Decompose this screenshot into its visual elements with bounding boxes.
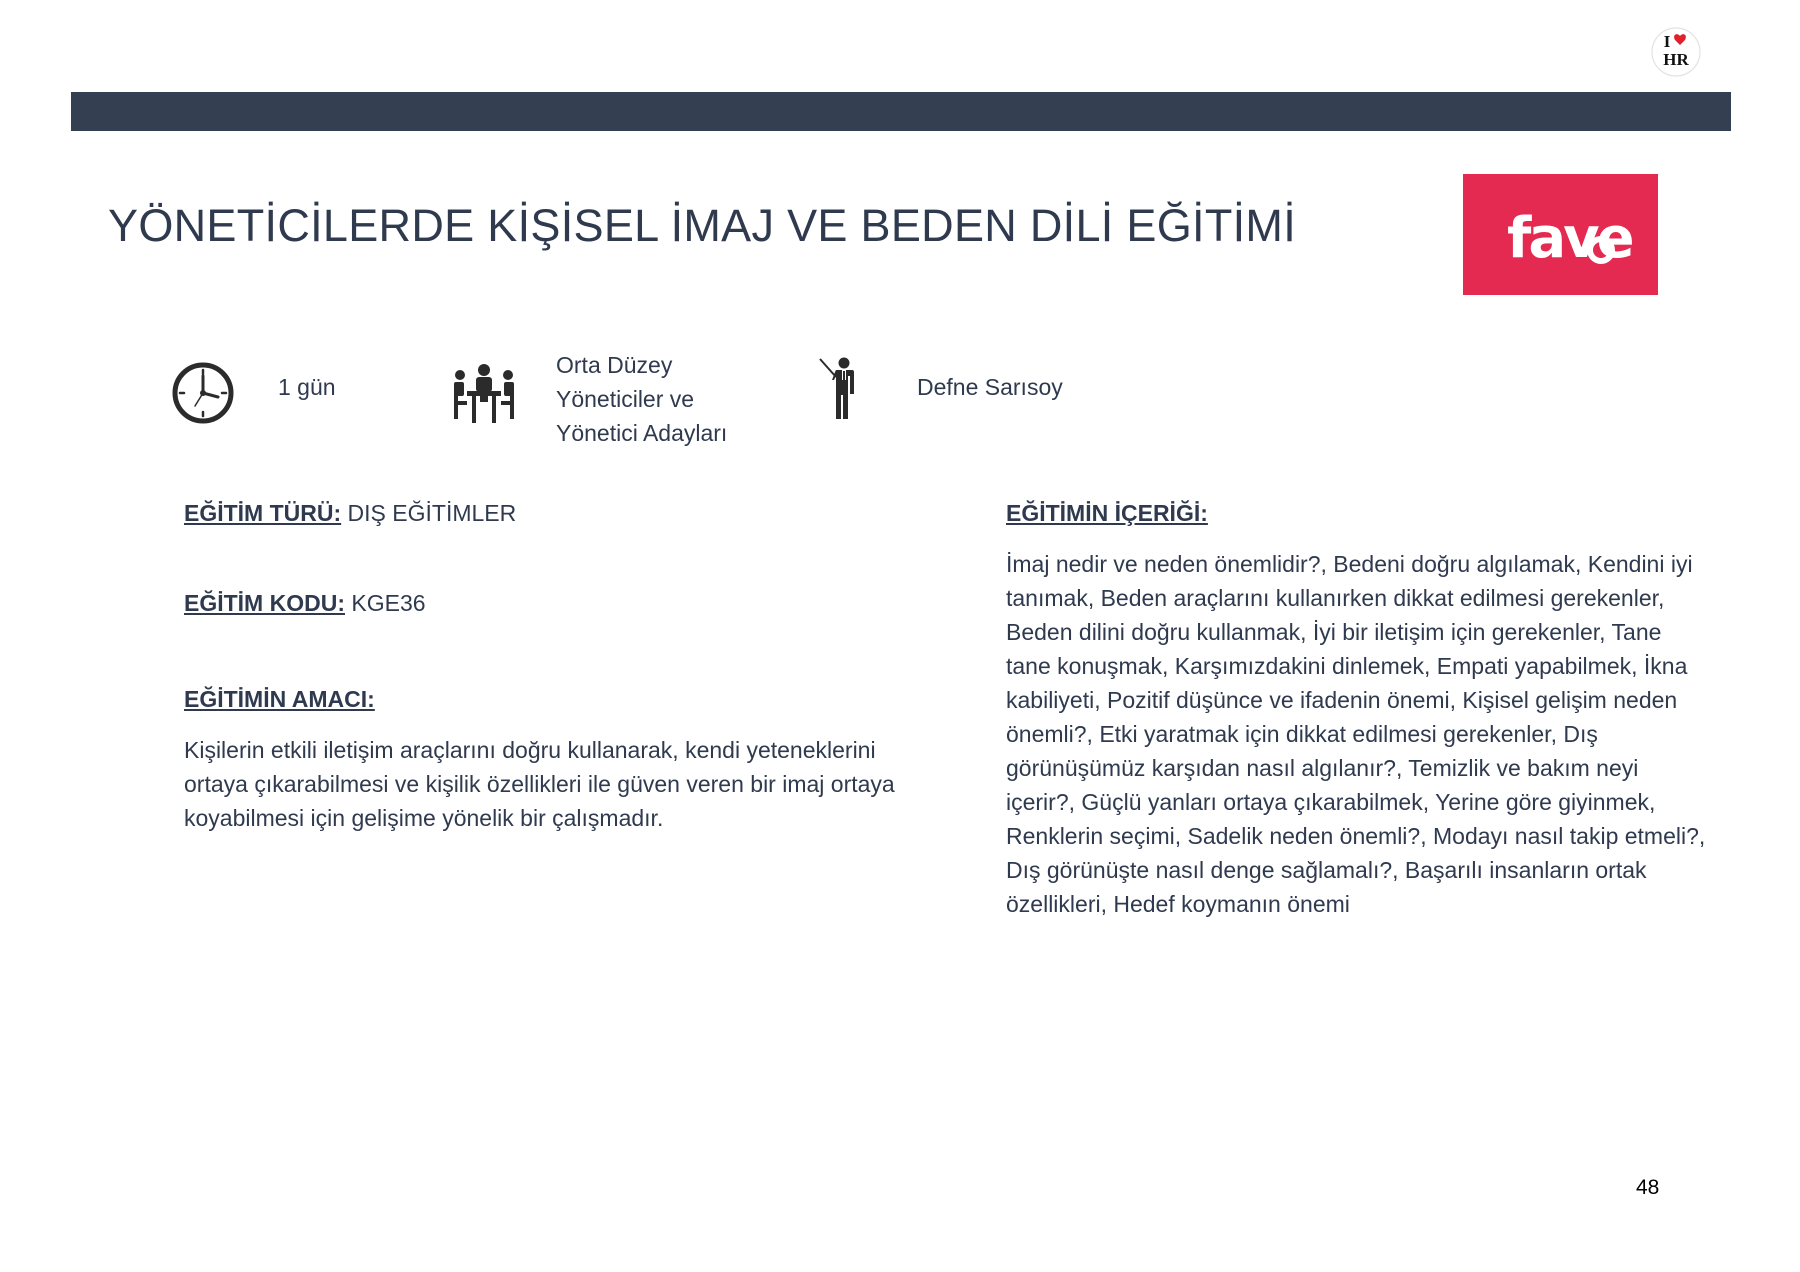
fave-logo xyxy=(1463,174,1658,295)
training-code-value: KGE36 xyxy=(345,590,426,616)
header-band xyxy=(71,92,1731,131)
trainer-name: Defne Sarısoy xyxy=(917,374,1063,400)
i-love-hr-logo xyxy=(1650,26,1702,78)
training-type xyxy=(184,496,516,530)
logo-text-hr: HR xyxy=(1663,50,1689,69)
clock-icon xyxy=(172,362,234,424)
training-aim-text: Kişilerin etkili iletişim araçlarını doğru kullanarak, kendi yeteneklerini ortaya çıkarabilmesi ve kişilik özellikleri ile güven veren bir imaj ortaya koyabilmesi için gelişime yönelik bir çalışmadır. xyxy=(184,737,895,831)
duration-text: 1 gün xyxy=(278,374,336,400)
training-code xyxy=(184,586,426,620)
training-content-heading xyxy=(1006,496,1208,530)
training-content-label: EĞİTİMİN İÇERİĞİ: xyxy=(1006,500,1208,526)
audience-line: Yönetici Adayları xyxy=(556,420,728,446)
training-type-label: EĞİTİM TÜRÜ: xyxy=(184,500,342,526)
training-code-label: EĞİTİM KODU: xyxy=(184,590,345,616)
audience-line: Orta Düzey xyxy=(556,352,673,378)
logo-text-i: I xyxy=(1663,32,1671,51)
training-content-text: İmaj nedir ve neden önemlidir?, Bedeni doğru algılamak, Kendini iyi tanımak, Beden araçlarını kullanırken dikkat edilmesi gerekenler, Beden dilini doğru kullanmak, İyi bir iletişim için gerekenler, Tane tane konuşmak, Karşımızdakini dinlemek, Empati yapabilmek, İkna kabiliyeti, Pozitif düşünce ve ifadenin önemi, Kişisel gelişim neden önemli?, Etki yaratmak için dikkat edilmesi gerekenler, Dış görünüşümüz karşıdan nasıl algılanır?, Temizlik ve bakım neyi içerir?, Güçlü yanları ortaya çıkarabilmek, Yerine göre giyinmek, Renklerin seçimi, Sadelik neden önemli?, Modayı nasıl takip etmeli?, Dış görünüşte nasıl denge sağlamalı?, Başarılı insanların ortak özellikleri, Hedef koymanın önemi xyxy=(1006,551,1706,917)
fave-logo-text: fave xyxy=(1507,206,1632,271)
audience-line: Yöneticiler ve xyxy=(556,386,695,412)
page-title: YÖNETİCİLERDE KİŞİSEL İMAJ VE BEDEN DİLİ EĞİTİMİ xyxy=(108,200,1297,251)
training-type-value: DIŞ EĞİTİMLER xyxy=(341,500,517,526)
page-number: 48 xyxy=(1636,1176,1660,1199)
trainer-icon xyxy=(818,357,858,421)
audience-text xyxy=(556,348,727,450)
training-aim-label: EĞİTİMİN AMACI: xyxy=(184,686,375,712)
training-aim-heading xyxy=(184,682,375,716)
meeting-icon xyxy=(452,363,516,425)
